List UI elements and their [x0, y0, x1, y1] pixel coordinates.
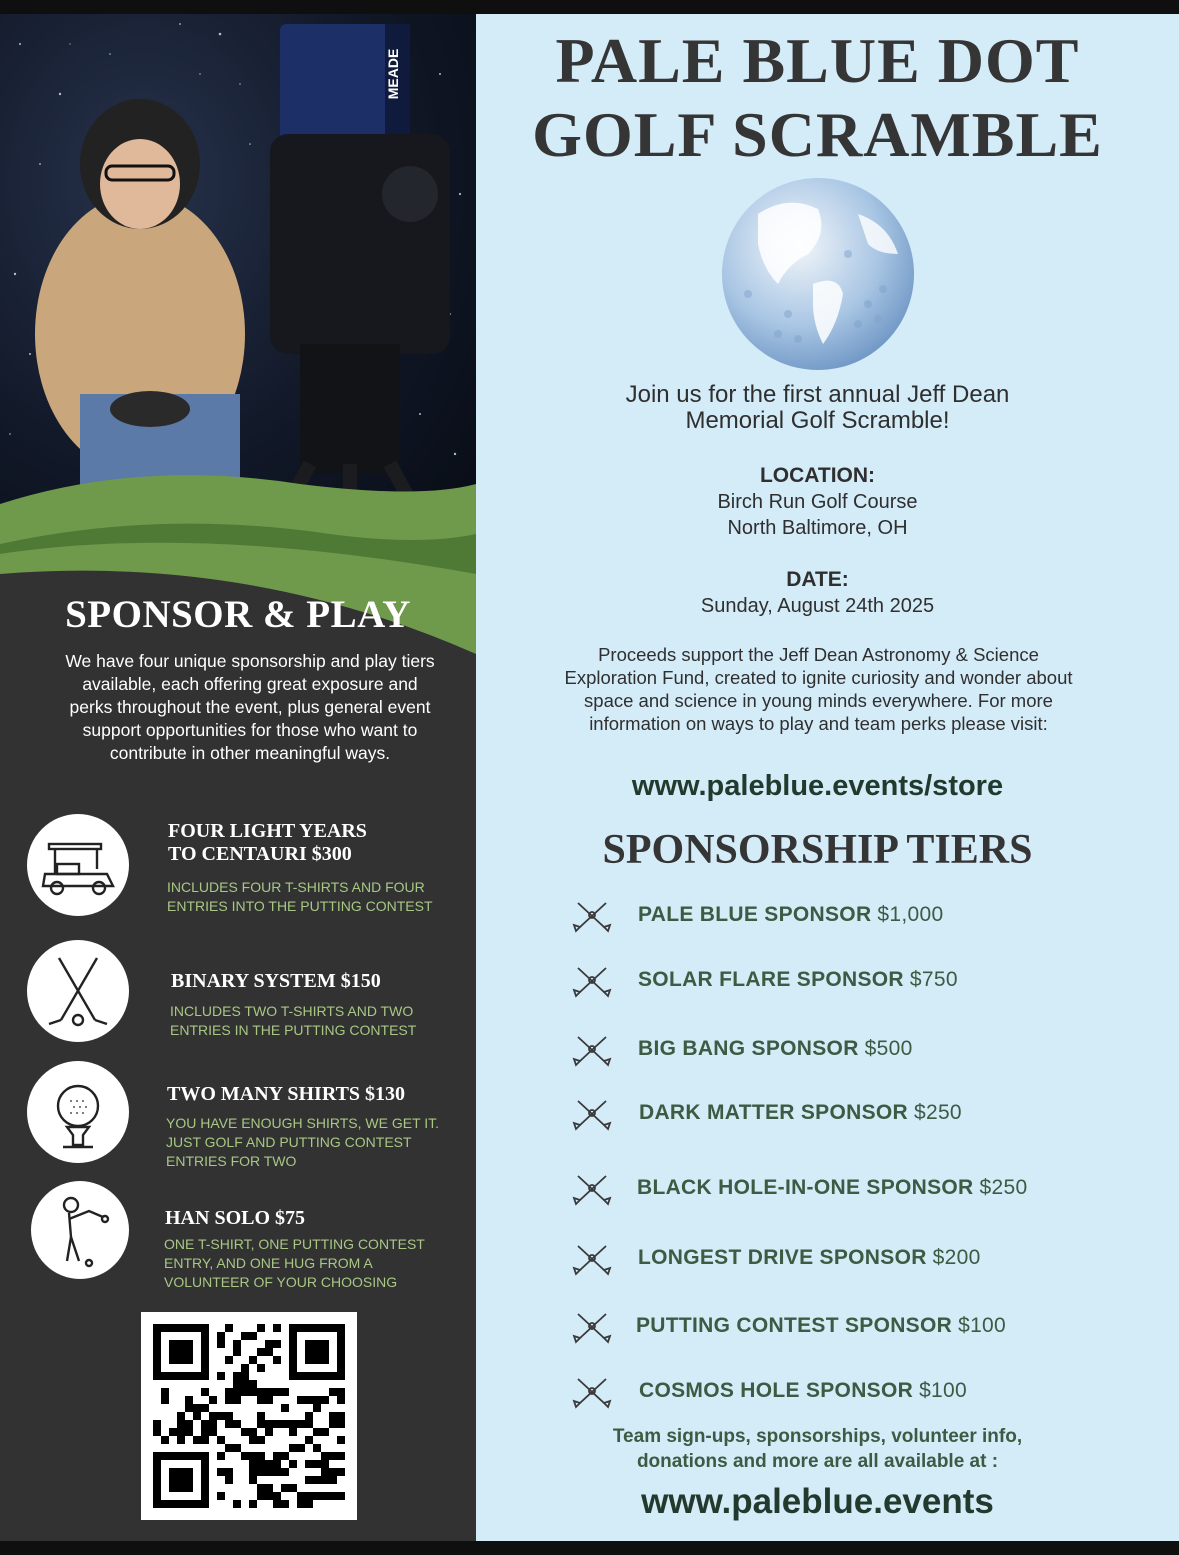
footer-line2: donations and more are all available at :	[636, 1451, 999, 1472]
photo-illustration	[0, 14, 476, 574]
crossed-golf-clubs-icon	[572, 1033, 612, 1067]
right-column	[476, 14, 1179, 1541]
tier-name-text: PALE BLUE SPONSOR	[638, 903, 872, 926]
tier-name-text: COSMOS HOLE SPONSOR	[639, 1379, 914, 1402]
play-tier-description: YOU HAVE ENOUGH SHIRTS, WE GET IT. JUST GOLF AND PUTTING CONTEST ENTRIES FOR TWO	[166, 1115, 440, 1169]
main-website-link[interactable]: www.paleblue.events	[641, 1482, 994, 1521]
footer-text	[476, 1424, 1159, 1474]
proceeds-text: Proceeds support the Jeff Dean Astronomy & Science Exploration Fund, created to ignite curiosity and wonder about space and science in young minds everywhere. For more information on ways to play and team perks please visit:	[564, 644, 1073, 734]
tier-name-text: PUTTING CONTEST SPONSOR	[636, 1314, 953, 1337]
tier-price: $100	[958, 1314, 1007, 1337]
golfer-icon	[31, 1181, 129, 1279]
play-tier-description: ONE T-SHIRT, ONE PUTTING CONTEST ENTRY, AND ONE HUG FROM A VOLUNTEER OF YOUR CHOOSING	[164, 1236, 425, 1290]
golf-ball-globe-icon	[718, 174, 918, 374]
tier-price: $750	[909, 968, 958, 991]
event-title	[476, 24, 1159, 172]
sponsorship-tier-name	[638, 1246, 981, 1270]
intro-line2: Memorial Golf Scramble!	[685, 407, 950, 434]
flyer	[0, 14, 1179, 1541]
astronomer-photo	[0, 14, 476, 574]
tier-price: $100	[919, 1379, 967, 1402]
tier-name-text: BIG BANG SPONSOR	[638, 1037, 859, 1060]
event-title-line2: GOLF SCRAMBLE	[532, 99, 1103, 170]
play-tier-name: TWO MANY SHIRTS $130	[167, 1083, 406, 1105]
play-tier-description: INCLUDES TWO T-SHIRTS AND TWO ENTRIES IN THE PUTTING CONTEST	[170, 1003, 417, 1038]
date-label: DATE:	[786, 568, 849, 591]
intro-line1: Join us for the first annual Jeff Dean	[625, 381, 1010, 408]
intro-text	[476, 382, 1159, 434]
crossed-golf-clubs-icon	[572, 1242, 612, 1276]
sponsorship-tier-name	[639, 1379, 967, 1403]
tier-price: $250	[913, 1101, 962, 1124]
tier-name-text: LONGEST DRIVE SPONSOR	[638, 1246, 927, 1269]
golf-ball-on-tee-icon	[27, 1061, 129, 1163]
sponsorship-tier-name	[639, 1101, 962, 1125]
location-venue: Birch Run Golf Course	[717, 491, 918, 513]
event-title-line1: PALE BLUE DOT	[555, 25, 1080, 96]
telescope-brand-label: MEADE	[385, 48, 401, 100]
sponsorship-tier-name	[636, 1314, 1006, 1338]
crossed-golf-clubs-icon	[572, 1310, 612, 1344]
left-column	[0, 14, 476, 1541]
golf-cart-icon	[27, 814, 129, 916]
date-value: Sunday, August 24th 2025	[700, 595, 935, 617]
crossed-golf-clubs-icon	[572, 899, 612, 933]
play-tier-name: HAN SOLO $75	[165, 1207, 306, 1229]
sponsorship-tiers-heading: SPONSORSHIP TIERS	[602, 827, 1033, 873]
sponsorship-tier-name	[638, 1037, 913, 1061]
crossed-golf-clubs-icon	[572, 1375, 612, 1409]
play-tier-name: BINARY SYSTEM $150	[171, 970, 381, 992]
sponsorship-tier-name	[638, 968, 958, 992]
sponsor-play-heading: SPONSOR & PLAY	[65, 593, 411, 636]
sponsorship-tier-name	[638, 903, 943, 927]
play-tier-description: INCLUDES FOUR T-SHIRTS AND FOUR ENTRIES INTO THE PUTTING CONTEST	[167, 879, 433, 914]
tier-price: $1,000	[877, 903, 944, 926]
crossed-golf-clubs-icon	[572, 964, 612, 998]
sponsorship-tier-name	[637, 1176, 1027, 1200]
tier-name-text: SOLAR FLARE SPONSOR	[638, 968, 904, 991]
location-city: North Baltimore, OH	[727, 517, 908, 539]
footer-line1: Team sign-ups, sponsorships, volunteer info,	[612, 1426, 1023, 1447]
tier-price: $250	[979, 1176, 1028, 1199]
tier-name-text: DARK MATTER SPONSOR	[639, 1101, 908, 1124]
tier-name-text: BLACK HOLE-IN-ONE SPONSOR	[637, 1176, 974, 1199]
location-label: LOCATION:	[759, 464, 876, 487]
qr-code[interactable]	[141, 1312, 357, 1520]
crossed-golf-clubs-icon	[27, 940, 129, 1042]
store-link[interactable]: www.paleblue.events/store	[631, 770, 1004, 802]
tier-price: $200	[932, 1246, 981, 1269]
tier-price: $500	[864, 1037, 913, 1060]
play-tier-name: FOUR LIGHT YEARS TO CENTAURI $300	[168, 820, 367, 865]
crossed-golf-clubs-icon	[572, 1172, 612, 1206]
sponsor-play-description: We have four unique sponsorship and play tiers available, each offering great exposure and perks throughout the event, plus general event support opportunities for those who want to contribute in other meaningful ways.	[65, 651, 435, 763]
crossed-golf-clubs-icon	[572, 1097, 612, 1131]
